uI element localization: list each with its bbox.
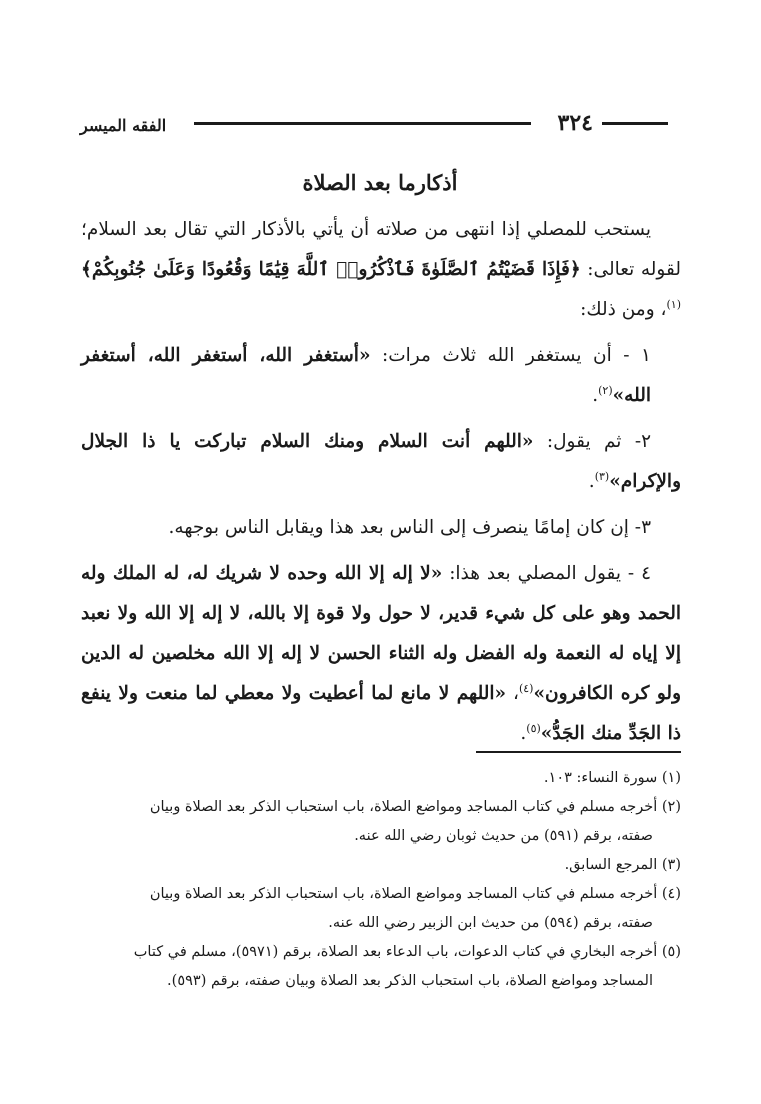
footnotes (81, 764, 681, 996)
item-quote: «أستغفر الله، أستغفر الله، أستغفر الله» (81, 345, 651, 406)
header-rule (194, 122, 531, 125)
footnote-number: (١) (661, 770, 681, 786)
item-prefix: ١ - أن يستغفر الله ثلاث مرات: (382, 345, 651, 366)
footnote-text-continued: صفته، برقم (٥٩٤) من حديث ابن الزبير رضي الله عنه. (328, 915, 653, 931)
footnote-number: (٤) (661, 886, 681, 902)
section-title: أذكارما بعد الصلاة (302, 170, 458, 195)
footnote (81, 880, 681, 938)
footnote-text: أخرجه مسلم في كتاب المساجد ومواضع الصلاة، باب استحباب الذكر بعد الصلاة وبيان (149, 886, 658, 902)
item-quote: «لا إله إلا الله وحده لا شريك له، له الملك وله الحمد وهو على كل شيء قدير، لا حول ولا قوة إلا بالله، لا إله إلا الله ولا نعبد إلا إياه له النعمة وله الفضل وله الثناء الحسن لا إله إلا الله مخلصين له الدين ولو كره الكافرون» (81, 563, 682, 704)
item-quote-second: «اللهم لا مانع لما أعطيت ولا معطي لما منعت ولا ينفع ذا الجَدِّ منك الجَدُّ» (81, 683, 681, 744)
list-item (81, 336, 681, 416)
footnote-number: (٢) (661, 799, 681, 815)
footnote-ref: (٢) (598, 383, 613, 397)
list-item (81, 422, 681, 502)
header-dash-right (602, 122, 668, 125)
item-quote: «اللهم أنت السلام ومنك السلام تباركت يا ذا الجلال والإكرام» (81, 431, 681, 492)
item-suffix: . (588, 471, 595, 492)
item-prefix: ٤ - يقول المصلي بعد هذا: (449, 563, 651, 584)
footnote-ref: (١) (666, 297, 681, 311)
footnote (81, 764, 681, 793)
intro-lead: يستحب للمصلي إذا انتهى من صلاته أن يأتي بالأذكار التي تقال بعد السلام؛ لقوله تعالى: (81, 219, 681, 280)
footnote-text-continued: المساجد ومواضع الصلاة، باب استحباب الذكر بعد الصلاة وبيان صفته، برقم (٥٩٣). (167, 973, 653, 989)
list-item (81, 508, 681, 548)
quran-verse: ﴿فَإِذَا قَضَيْتُمُ ٱلصَّلَوٰةَ فَٱذْكُرُوا۟ ٱللَّهَ قِيَٰمًا وَقُعُودًا وَعَلَىٰ جُنُوبِكُمْ﴾ (81, 259, 581, 280)
footnote-ref: (٤) (518, 681, 534, 695)
footnote-text: أخرجه البخاري في كتاب الدعوات، باب الدعاء بعد الصلاة، برقم (٥٩٧١)، مسلم في كتاب (133, 944, 658, 960)
footnote-text: المرجع السابق. (564, 857, 658, 873)
book-title: الفقه الميسر (80, 116, 167, 135)
footnote (81, 793, 681, 851)
item-middle: ، (512, 683, 519, 704)
item-prefix: ٢- ثم يقول: (546, 431, 652, 452)
footnote-separator (476, 751, 681, 753)
main-text (81, 210, 681, 754)
page-number: ٣٢٤ (557, 110, 593, 136)
footnote-text: سورة النساء: ١٠٣. (543, 770, 658, 786)
footnote (81, 938, 681, 996)
footnote-ref: (٣) (594, 469, 610, 483)
running-header (80, 108, 668, 148)
footnote-text: أخرجه مسلم في كتاب المساجد ومواضع الصلاة، باب استحباب الذكر بعد الصلاة وبيان (149, 799, 658, 815)
footnote-ref: (٥) (526, 721, 541, 735)
item-suffix: . (520, 723, 527, 744)
footnote (81, 851, 681, 880)
intro-paragraph (81, 210, 681, 330)
item-suffix: . (592, 385, 599, 406)
footnote-number: (٥) (661, 944, 681, 960)
footnote-number: (٣) (661, 857, 681, 873)
footnote-text-continued: صفته، برقم (٥٩١) من حديث ثوبان رضي الله عنه. (354, 828, 653, 844)
list-item (81, 554, 681, 754)
item-prefix: ٣- إن كان إمامًا ينصرف إلى الناس بعد هذا ويقابل الناس بوجهه. (168, 517, 651, 538)
intro-tail: ، ومن ذلك: (580, 299, 667, 320)
